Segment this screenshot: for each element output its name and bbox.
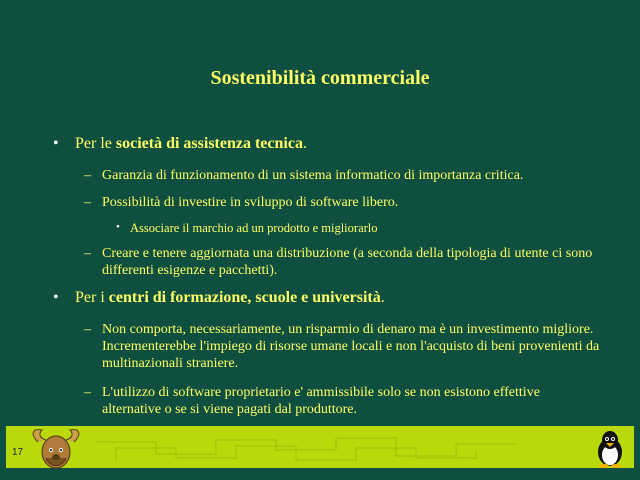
footer-bar bbox=[6, 426, 634, 468]
bullet-dot-icon: • bbox=[53, 135, 59, 152]
dash-icon: – bbox=[84, 246, 91, 261]
bullet-text: Associare il marchio ad un prodotto e migliorarlo bbox=[130, 221, 378, 235]
bullet-level2 bbox=[84, 384, 602, 418]
dash-icon: – bbox=[84, 385, 91, 400]
bullet-text: Non comporta, necessariamente, un risparmio di denaro ma è un investimento migliore. Incrementerebbe l'impiego di risorse umane locali e non l'acquisto di beni provenienti da multinazionali straniere. bbox=[102, 322, 600, 371]
bullet-level2 bbox=[84, 245, 602, 279]
bullet-text: L'utilizzo di software proprietario e' ammissibile solo se non esistono effettive alternative o se si viene pagati dal produttore. bbox=[102, 385, 540, 417]
bullet-text: Creare e tenere aggiornata una distribuzione (a seconda della tipologia di utente ci sono differenti esigenze e pacchetti). bbox=[102, 246, 593, 278]
bullet-level3 bbox=[116, 221, 378, 236]
bullet-level1 bbox=[53, 135, 307, 153]
bullet-bold-text: società di assistenza tecnica bbox=[115, 135, 303, 152]
bullet-level1 bbox=[53, 289, 385, 307]
bullet-level2 bbox=[84, 321, 602, 372]
bullet-prefix: Per le bbox=[75, 135, 116, 152]
tux-penguin-icon bbox=[590, 428, 630, 468]
dash-icon: – bbox=[84, 322, 91, 337]
bullet-prefix: Per i bbox=[75, 289, 109, 306]
bullet-text: Garanzia di funzionamento di un sistema informatico di importanza critica. bbox=[102, 168, 524, 183]
bullet-suffix: . bbox=[380, 289, 385, 306]
dash-icon: – bbox=[84, 195, 91, 210]
gnu-head-icon bbox=[28, 426, 84, 470]
footer-circuit-pattern bbox=[96, 432, 516, 462]
bullet-dot-icon: • bbox=[116, 221, 120, 233]
bullet-level2 bbox=[84, 167, 602, 184]
bullet-level2 bbox=[84, 194, 602, 211]
bullet-bold-text: centri di formazione, scuole e università bbox=[108, 289, 381, 306]
page-number: 17 bbox=[12, 447, 24, 458]
slide-title: Sostenibilità commerciale bbox=[210, 67, 430, 89]
bullet-suffix: . bbox=[302, 135, 307, 152]
bullet-dot-icon: • bbox=[53, 289, 59, 306]
dash-icon: – bbox=[84, 168, 91, 183]
bullet-text: Possibilità di investire in sviluppo di software libero. bbox=[102, 195, 399, 210]
